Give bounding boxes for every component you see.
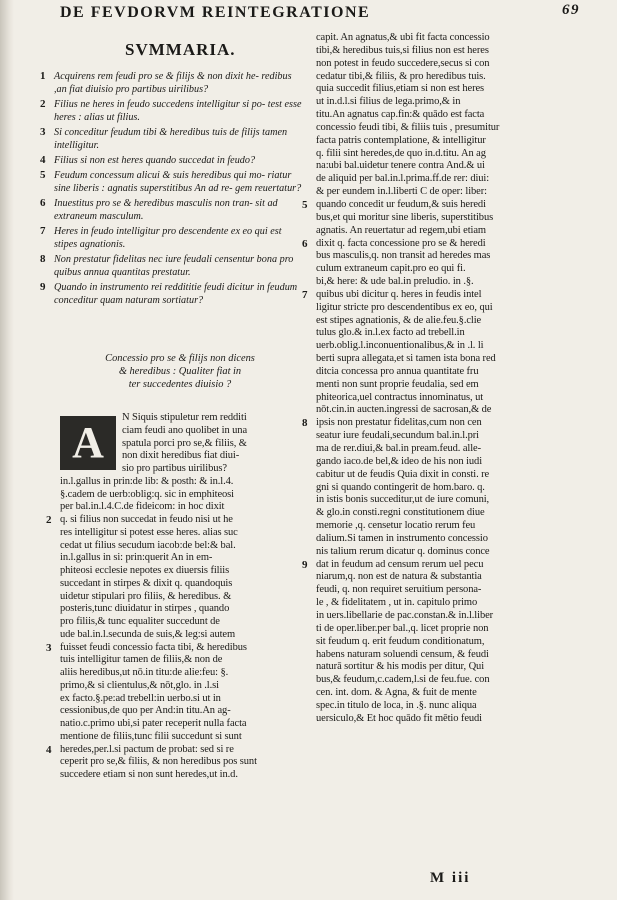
line-text: nis talium rerum dicatur q. dominus conce <box>316 545 490 557</box>
line-text: berti supra allegata,et si tamen ista bona red <box>316 353 496 365</box>
body-line <box>60 667 306 680</box>
line-text: in.l.gallus in si: prin:querit An in em- <box>60 552 213 564</box>
line-text: nōt.cin.in aucten.ingressi de sacrosan,& de <box>316 404 492 416</box>
body-line <box>316 250 578 263</box>
line-text: gando iaco.de bel,& ideo de his non iudi <box>316 455 483 467</box>
summary-item <box>40 225 302 251</box>
margin-number: 4 <box>46 743 52 756</box>
body-line <box>316 302 578 315</box>
summary-number: 7 <box>40 225 46 237</box>
line-text: capit. An agnatus,& ubi fit facta concessio <box>316 32 490 43</box>
body-line <box>316 507 578 520</box>
line-text: sit feudum q. erit feudum conditionatum, <box>316 635 485 647</box>
line-text: cen. int. dom. & Agna, & fuit de mente <box>316 687 477 699</box>
line-text: seatur iure feudali,secundum bal.in.l.pri <box>316 430 479 442</box>
line-text: habens naturam soluendi censum, & feudi <box>316 648 489 660</box>
line-text: dat in feudum ad censum rerum uel pecu <box>316 558 484 570</box>
body-line <box>316 392 578 405</box>
line-text: de aliquid per bal.in.l.prima.ff.de rer: diui: <box>316 173 490 185</box>
summary-item <box>40 126 302 152</box>
body-line <box>60 693 306 706</box>
line-text: culum extraneum capit.pro eo qui fi. <box>316 263 466 275</box>
line-text: sio pro partibus uirilibus? <box>122 463 227 474</box>
summary-text: Acquirens rem feudi pro se & filijs & non dixit he- redibus ,an fiat diuisio pro partibus uirilibus? <box>54 71 292 95</box>
summary-text: Filius si non est heres quando succedat in feudo? <box>54 155 256 166</box>
line-text: cedat ut filius secudum iacob:de bel:& bal. <box>60 539 236 551</box>
body-line <box>60 476 306 489</box>
line-text: & glo.in consti.regni constitutionem diue <box>316 507 485 519</box>
body-line <box>60 578 306 591</box>
body-line <box>316 327 578 340</box>
line-text: mentione de filiis,tunc filii succedunt si sunt <box>60 730 242 742</box>
line-text: uerb.oblig.l.inconuentionalibus,& in .l. li <box>316 340 484 352</box>
body-line <box>316 135 578 148</box>
body-line <box>60 616 306 629</box>
summary-number: 9 <box>40 281 46 293</box>
line-text: ditcia concessa pro annua quantitate fru <box>316 365 479 377</box>
body-line <box>316 430 578 443</box>
body-line <box>302 237 578 251</box>
line-text: per bal.in.l.4.C.de fideicom: in hoc dixit <box>60 501 225 513</box>
line-text: na:ubi bal.uidetur tenere contra And.& ui <box>316 160 485 172</box>
line-text: concessio feudi tibi, & filiis tuis , presumitur <box>316 121 500 133</box>
summary-item <box>40 154 302 167</box>
left-column <box>40 30 302 890</box>
line-text: in istis bonis succeditur,ut de iure comuni, <box>316 494 490 506</box>
body-line <box>302 558 578 572</box>
body-line <box>60 412 306 425</box>
body-line <box>316 212 578 225</box>
body-line <box>316 649 578 662</box>
caption-line: & heredibus : Qualiter fiat in <box>118 366 242 377</box>
left-body-text <box>46 412 306 782</box>
line-text: agnatis. An reuertatur ad regem,ubi etiam <box>316 224 486 236</box>
body-line <box>316 687 578 700</box>
summary-text: Inuestitus pro se & heredibus masculis non tran- sit ad extraneum masculum. <box>54 198 278 222</box>
body-line <box>316 160 578 173</box>
summary-text: Heres in feudo intelligitur pro descendente ex eo qui est stipes agnationis. <box>54 226 282 250</box>
line-text: in.l.gallus in prin:de lib: & posth: & in.l.4. <box>60 475 234 487</box>
line-text: q. filii sint heredes,de quo in.d.titu. An ag <box>316 147 486 159</box>
line-text: facta patris contemplatione, & intelligitur <box>316 134 486 146</box>
body-line <box>316 83 578 96</box>
body-line <box>316 225 578 238</box>
body-line <box>316 186 578 199</box>
margin-number: 9 <box>302 558 308 571</box>
section-caption <box>90 352 270 391</box>
signature-mark: M iii <box>430 870 471 886</box>
line-text: non potest in feudo succedere,secus si con <box>316 57 490 69</box>
margin-number: 8 <box>302 417 308 430</box>
body-line <box>316 263 578 276</box>
body-line <box>60 654 306 667</box>
body-line <box>316 58 578 71</box>
body-line <box>316 45 578 58</box>
body-line <box>316 353 578 366</box>
line-text: gni si quando contingerit de hom.baro. q. <box>316 481 485 493</box>
body-line <box>316 661 578 674</box>
line-text: memorie ,q. censetur locatio rerum feu <box>316 520 476 532</box>
body-line <box>46 743 306 757</box>
summary-item <box>40 253 302 279</box>
line-text: & per eundem in.l.liberti C de oper: liber: <box>316 186 487 198</box>
initial-letter: A <box>60 416 116 470</box>
body-line <box>60 565 306 578</box>
line-text: cedatur tibi,& filiis, & pro heredibus tuis. <box>316 70 486 82</box>
body-line <box>316 494 578 507</box>
line-text: ut in.d.l.si filius de lega.primo,& in <box>316 96 461 108</box>
line-text: naturā sortitur & his modis per ditur, Qui <box>316 661 485 673</box>
body-line <box>316 713 578 726</box>
line-text: ciam feudi ano quolibet in una <box>122 424 248 436</box>
margin-number: 7 <box>302 288 308 301</box>
summary-item <box>40 281 302 307</box>
body-line <box>60 501 306 514</box>
body-line <box>316 469 578 482</box>
running-title: DE FEVDORVM REINTEGRATIONE <box>60 4 371 21</box>
body-line <box>60 731 306 744</box>
body-line <box>60 629 306 642</box>
line-text: tulus glo.& in.l.ex facto ad trebell.in <box>316 327 465 339</box>
line-text: aliis heredibus,ut nō.in titu:de alie:feu: §. <box>60 667 229 678</box>
body-line <box>60 705 306 718</box>
line-text: ligitur stricte pro descendentibus ex eo, qui <box>316 301 493 313</box>
body-line <box>60 527 306 540</box>
margin-number: 2 <box>46 514 52 526</box>
line-text: posteris,tunc diuidatur in stirpes , quando <box>60 603 230 615</box>
summary-number: 1 <box>40 70 46 82</box>
page-number: 69 <box>562 2 580 18</box>
summary-text: Si conceditur feudum tibi & heredibus tuis de filijs tamen intelligitur. <box>54 127 288 151</box>
line-text: ude bal.in.l.secunda de suis,& leg:si autem <box>60 628 236 640</box>
body-line <box>316 456 578 469</box>
body-line <box>316 533 578 546</box>
right-column <box>302 32 578 892</box>
line-text: spatula porci pro se,& filiis, & <box>122 437 247 449</box>
page-header <box>60 4 580 28</box>
body-line <box>60 680 306 693</box>
body-line <box>60 756 306 769</box>
body-line <box>316 636 578 649</box>
summary-number: 5 <box>40 169 46 181</box>
body-line <box>60 463 306 476</box>
line-text: res intelligitur si potest esse heres. alias suc <box>60 526 238 538</box>
line-text: tuis intelligitur tamen de filiis,& non de <box>60 654 223 666</box>
line-text: natio.c.primo ubi,si pater receperit nulla facta <box>60 718 247 729</box>
caption-line: Concessio pro se & filijs non dicens <box>105 353 255 364</box>
line-text: ceperit pro se,& filiis, & non heredibus pos sunt <box>60 756 257 768</box>
body-line <box>302 288 578 302</box>
body-line <box>316 96 578 109</box>
summary-text: Quando in instrumento rei reddititie feudi dicitur in feudum conceditur quam naturam sortiatur? <box>54 282 298 306</box>
body-line <box>60 718 306 731</box>
line-text: ipsis non prestatur fidelitas,cum non cen <box>316 417 482 429</box>
summary-number: 8 <box>40 253 46 265</box>
line-text: feudi, q. non requiret seruitium persona- <box>316 584 482 596</box>
body-line <box>60 603 306 616</box>
body-line <box>316 109 578 122</box>
line-text: cabitur ut de feudis Quia dixit in consti. re <box>316 468 490 480</box>
line-text: uidetur stipulari pro filiis, & heredibus. & <box>60 590 232 602</box>
body-line <box>316 122 578 135</box>
body-line <box>60 769 306 782</box>
line-text: tibi,& heredibus tuis,si filius non est heres <box>316 44 489 56</box>
line-text: bus,& feudum,c.cadem,l.si de feu.fue. con <box>316 674 490 686</box>
summary-item <box>40 98 302 124</box>
body-line <box>60 540 306 553</box>
body-line <box>316 276 578 289</box>
body-line <box>316 584 578 597</box>
margin-number: 3 <box>46 641 52 654</box>
line-text: cessionibus,de quo per And:in titu.An ag- <box>60 705 231 717</box>
line-text: fuisset feudi concessio facta tibi, & heredibus <box>60 641 247 653</box>
body-line <box>316 674 578 687</box>
line-text: ma de rer.diui,& bal.in pream.feud. alle- <box>316 443 482 454</box>
line-text: ti de oper.liber.per bal.,q. licet proprie non <box>316 622 489 634</box>
line-text: quibus ubi dicitur q. heres in feudis intel <box>316 288 482 300</box>
line-text: menti non sunt proprie feudalia, sed em <box>316 378 479 390</box>
summary-number: 4 <box>40 154 46 166</box>
body-line <box>60 591 306 604</box>
body-line <box>60 489 306 502</box>
body-line <box>316 315 578 328</box>
summary-number: 6 <box>40 197 46 209</box>
summary-number: 2 <box>40 98 46 110</box>
body-line <box>316 571 578 584</box>
body-line <box>316 443 578 456</box>
body-line <box>60 438 306 451</box>
summary-item <box>40 169 302 195</box>
summary-text: Feudum concessum alicui & suis heredibus qui mo- riatur sine liberis : agnatis superstitibus An ad re- gem reuertatur? <box>54 170 302 194</box>
line-text: heredes,per.l.si pactum de probat: sed si re <box>60 743 234 755</box>
line-text: spec.in titulo de loca, in .§. nunc aliqua <box>316 699 477 711</box>
body-line <box>316 340 578 353</box>
line-text: in uers.libellarie de pac.constan.& in.l.liber <box>316 609 494 621</box>
summary-text: Non prestatur fidelitas nec iure feudali censentur bona pro quibus annua quantitas prestatur. <box>54 254 294 278</box>
line-text: bi,& here: & ude bal.in preludio. in .§. <box>316 276 474 288</box>
summary-title: SVMMARIA. <box>125 40 236 59</box>
body-line <box>302 417 578 430</box>
body-line <box>46 514 306 527</box>
line-text: bus masculis,q. non transit ad heredes mas <box>316 250 491 262</box>
body-line <box>60 425 306 438</box>
line-text: phiteosi ecclesie nepotes ex diuersis filiis <box>60 565 230 576</box>
page-binding <box>0 0 14 900</box>
line-text: est stipes agnationis, & de alie.feu.§.clie <box>316 314 482 326</box>
body-line <box>60 552 306 565</box>
line-text: §.cadem de uerb:oblig:q. sic in emphiteosi <box>60 488 234 500</box>
line-text: quando concedit ur feudum,& suis heredi <box>316 198 486 210</box>
line-text: succedant in stirpes & dixit q. quandoquis <box>60 577 233 589</box>
line-text: uersiculo,& Et hoc quādo fit mētio feudi <box>316 712 482 724</box>
margin-number: 5 <box>302 198 308 211</box>
body-line <box>316 597 578 610</box>
body-line <box>46 641 306 655</box>
line-text: quia succedit filius,etiam si non est heres <box>316 83 485 95</box>
line-text: non dixit heredibus fiat diui- <box>122 450 240 462</box>
body-line <box>316 623 578 636</box>
body-line <box>316 32 578 45</box>
body-line <box>316 379 578 392</box>
body-line <box>316 173 578 186</box>
body-line <box>316 546 578 559</box>
body-line <box>316 404 578 417</box>
line-text: dixit q. facta concessione pro se & heredi <box>316 237 486 249</box>
body-line <box>302 198 578 212</box>
body-line <box>60 450 306 463</box>
line-text: pro filiis,& tunc equaliter succedunt de <box>60 616 220 627</box>
line-text: primo,& si clientulus,& nōt,glo. in .l.si <box>60 679 219 691</box>
summary-text: Filius ne heres in feudo succedens intelligitur si po- test esse heres : alias ut filius. <box>54 99 302 123</box>
line-text: phiteorica,uel contractus innominatus, ut <box>316 391 484 403</box>
line-text: ex facto.§.pe:ad trebell:in uerbo.si ut in <box>60 692 221 704</box>
body-line <box>316 520 578 533</box>
summary-number: 3 <box>40 126 46 138</box>
summary-item <box>40 197 302 223</box>
body-line <box>316 71 578 84</box>
body-line <box>316 482 578 495</box>
line-text: q. si filius non succedat in feudo nisi ut he <box>60 514 233 525</box>
margin-number: 6 <box>302 237 308 250</box>
body-line <box>316 148 578 161</box>
summary-item <box>40 70 302 96</box>
line-text: bus,et qui moritur sine liberis, superstitibus <box>316 211 494 223</box>
line-text: N Siquis stipuletur rem redditi <box>122 412 247 423</box>
line-text: niarum,q. non est de natura & substantia <box>316 571 482 583</box>
line-text: dalium.Si tamen in instrumento concessio <box>316 532 488 544</box>
body-line <box>316 366 578 379</box>
body-line <box>316 700 578 713</box>
body-line <box>316 610 578 623</box>
line-text: succedere etiam si non sunt heredes,ut in.d. <box>60 769 238 780</box>
line-text: le , & fidelitatem , ut in. capitulo primo <box>316 597 478 609</box>
line-text: titu.An agnatus cap.fin:& quādo est facta <box>316 109 485 121</box>
summary-list <box>40 70 302 309</box>
caption-line: ter succedentes diuisio ? <box>128 379 232 390</box>
